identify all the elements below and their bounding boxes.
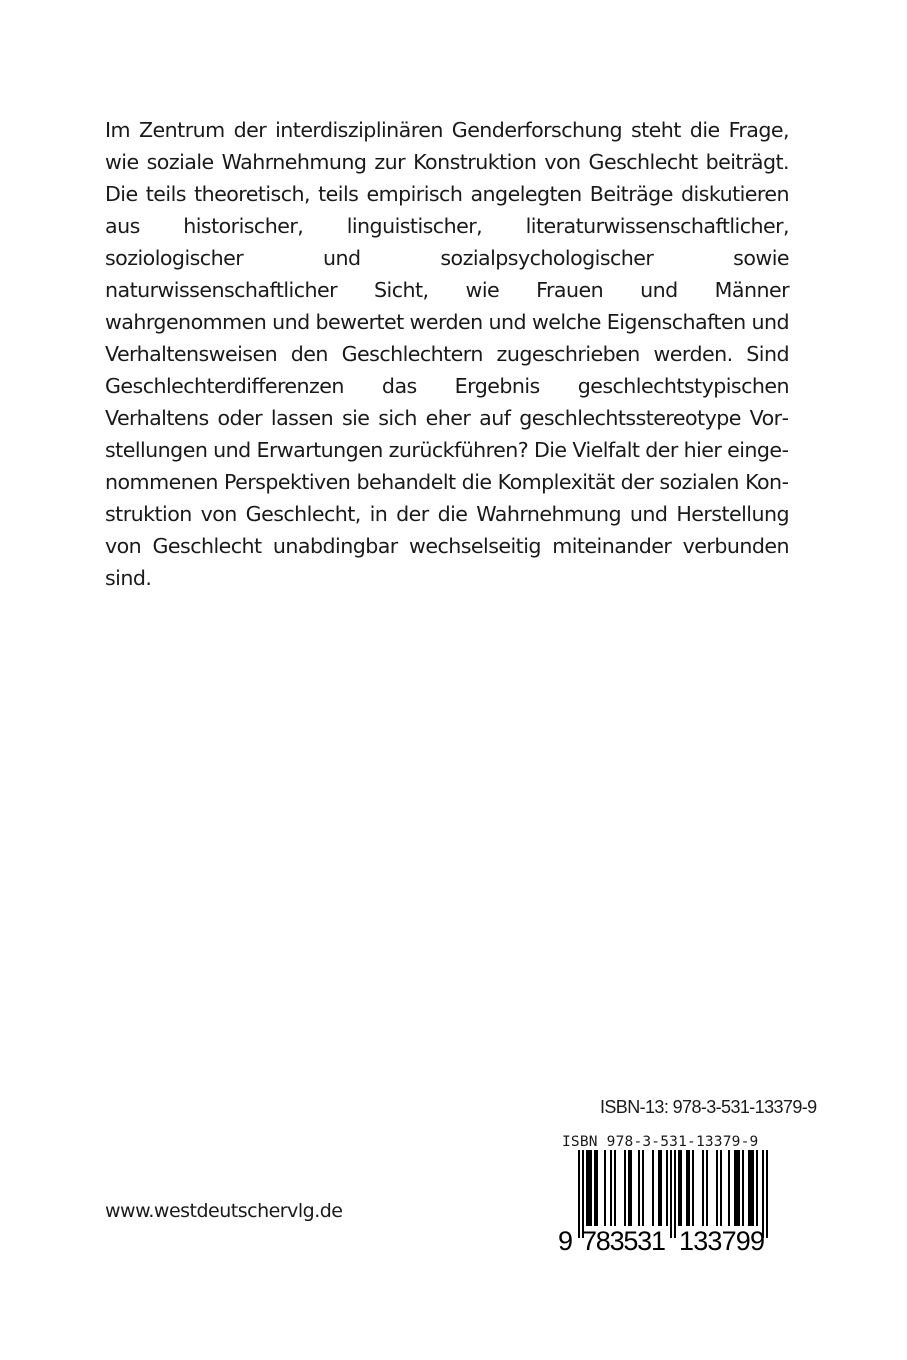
barcode-right-digits: 133799 xyxy=(679,1226,765,1253)
barcode-guard-bar xyxy=(766,1150,768,1238)
barcode-bar xyxy=(716,1150,718,1226)
barcode-isbn-label: ISBN 978-3-531-13379-9 xyxy=(562,1134,759,1150)
barcode-bar xyxy=(658,1150,662,1226)
barcode-bar xyxy=(642,1150,644,1226)
barcode-first-digit: 9 xyxy=(558,1226,574,1253)
barcode-bar xyxy=(720,1150,722,1226)
barcode-graphic xyxy=(558,1150,782,1253)
barcode-bar xyxy=(706,1150,708,1226)
barcode-bar xyxy=(686,1150,690,1226)
isbn-barcode xyxy=(558,1135,782,1253)
barcode-guard-bar xyxy=(674,1150,676,1238)
barcode-bar xyxy=(614,1150,616,1226)
barcode-guard-bar xyxy=(582,1150,584,1238)
barcode-guard-bar xyxy=(578,1150,580,1238)
barcode-bar xyxy=(756,1150,758,1226)
barcode-bar xyxy=(702,1150,704,1226)
barcode-bar xyxy=(728,1150,730,1226)
barcode-bars xyxy=(578,1150,768,1238)
barcode-bar xyxy=(594,1150,598,1226)
barcode-bar xyxy=(610,1150,612,1226)
barcode-bar xyxy=(652,1150,654,1226)
barcode-bar xyxy=(586,1150,592,1226)
barcode-bar xyxy=(666,1150,668,1226)
barcode-bar xyxy=(692,1150,694,1226)
barcode-bar xyxy=(742,1150,744,1226)
barcode-bar xyxy=(624,1150,626,1226)
barcode-left-digits: 783531 xyxy=(582,1226,666,1253)
barcode-guard-bar xyxy=(670,1150,672,1238)
isbn-13-label: ISBN-13: 978-3-531-13379-9 xyxy=(600,1097,817,1117)
book-description: Im Zentrum der interdisziplinären Genderforschung steht die Frage, wie soziale Wahrnehmung zur Konstruktion von Geschlecht beiträgt. Die teils theoretisch, teils empirisch angelegten Beiträge diskutieren aus historischer, linguistischer, literaturwissenschaftlicher, soziologischer und sozialpsychologischer sowie naturwissenschaftlicher Sicht, wie Frauen und Männer wahrgenommen und bewertet werden und welche Eigenschaften und Verhaltensweisen den Geschlechtern zugeschrieben werden. Sind Geschlechterdifferenzen das Ergebnis geschlechtstypischen Verhaltens oder lassen sie sich eher auf geschlechtsstereotype Vorstellungen und Erwartungen zurückführen? Die Vielfalt der hier eingenommenen Perspektiven behandelt die Komplexität der sozialen Konstruktion von Geschlecht, in der die Wahrnehmung und Herstellung von Geschlecht unabdingbar wechselseitig miteinander verbunden sind. xyxy=(105,118,789,590)
publisher-website: www.westdeutschervlg.de xyxy=(105,1200,343,1222)
barcode-bar xyxy=(748,1150,754,1226)
barcode-bar xyxy=(734,1150,740,1226)
barcode-bar xyxy=(628,1150,632,1226)
barcode-guard-bar xyxy=(762,1150,764,1238)
barcode-bar xyxy=(638,1150,640,1226)
barcode-bar xyxy=(678,1150,682,1226)
barcode-bar xyxy=(604,1150,606,1226)
